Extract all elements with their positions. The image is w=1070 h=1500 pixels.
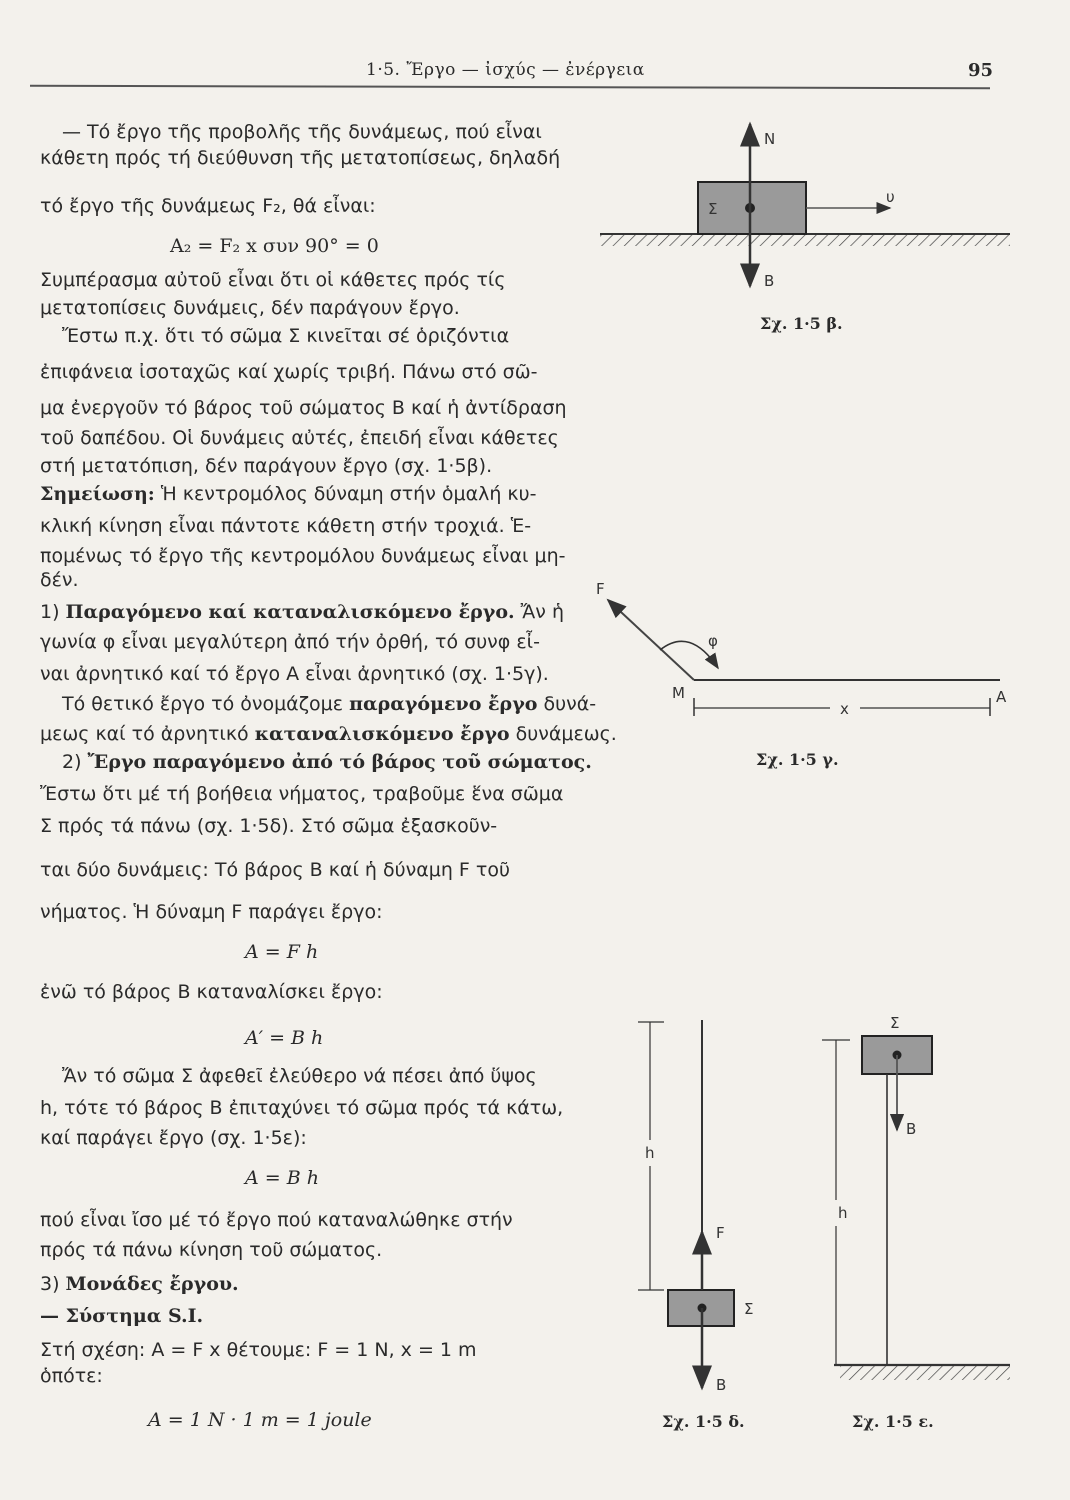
figure-1-5-beta	[590, 110, 1020, 300]
text-line: κλική κίνηση εἶναι πάντοτε κάθετη στήν τροχιά. Ἑ-	[40, 515, 532, 537]
text-line	[62, 692, 596, 716]
text-line: τό ἔργο τῆς δυνάμεως F₂, θά εἶναι:	[40, 195, 376, 217]
text-line: μετατοπίσεις δυνάμεις, δέν παράγουν ἔργο.	[40, 297, 460, 319]
text-line: ὁπότε:	[40, 1365, 103, 1387]
angle-label: φ	[708, 632, 718, 650]
text-line: νήματος. Ἡ δύναμη F παράγει ἔργο:	[40, 901, 383, 923]
text-line: ται δύο δυνάμεις: Τό βάρος B καί ἡ δύναμη F τοῦ	[40, 859, 510, 881]
note-label: Σημείωση:	[40, 483, 155, 505]
figure-1-5-gamma	[590, 568, 1020, 738]
caption-fig-e: Σχ. 1·5 ε.	[852, 1412, 934, 1431]
section-number: 2)	[62, 751, 88, 773]
height-label: h	[645, 1144, 655, 1162]
text-span: Τό θετικό ἔργο τό ὀνομάζομε	[62, 693, 350, 715]
text-span: δυνάμεως.	[509, 723, 617, 745]
section-heading	[40, 600, 564, 624]
force-label: F	[596, 580, 605, 598]
weight-label: B	[716, 1376, 727, 1394]
text-line: κάθετη πρός τή διεύθυνση τῆς μετατοπίσεως, δηλαδή	[40, 147, 561, 169]
start-label: M	[672, 684, 685, 702]
figure-1-5-delta	[620, 1000, 800, 1400]
section-heading	[40, 1272, 239, 1296]
text-line: Ἔστω π.χ. ὅτι τό σῶμα Σ κινεῖται σέ ὁριζόντια	[62, 325, 510, 347]
text-line: Σ πρός τά πάνω (σχ. 1·5δ). Στό σῶμα ἐξασκοῦν-	[40, 815, 498, 837]
text-line: ἐνῶ τό βάρος B καταναλίσκει ἔργο:	[40, 981, 383, 1003]
term-consumed-work: καταναλισκόμενο ἔργο	[254, 723, 510, 745]
section-title: Μονάδες ἔργου.	[65, 1273, 239, 1295]
normal-label: N	[764, 130, 776, 148]
text-line: μα ἐνεργοῦν τό βάρος τοῦ σώματος B καί ἡ ἀντίδραση	[40, 397, 567, 419]
header-rule	[30, 85, 990, 90]
text-line: τοῦ δαπέδου. Οἱ δυνάμεις αὐτές, ἐπειδή εἶναι κάθετες	[40, 427, 559, 449]
text-line: h, τότε τό βάρος B ἐπιταχύνει τό σῶμα πρός τά κάτω,	[40, 1097, 564, 1119]
text-line: καί παράγει ἔργο (σχ. 1·5ε):	[40, 1127, 307, 1149]
body-label: Σ	[708, 200, 718, 218]
subsection-title: — Σύστημα S.I.	[40, 1305, 204, 1327]
weight-label: B	[906, 1120, 917, 1138]
equation: A′ = B h	[245, 1027, 324, 1049]
caption-fig-g: Σχ. 1·5 γ.	[756, 750, 839, 769]
text-line: πρός τά πάνω κίνηση τοῦ σώματος.	[40, 1239, 383, 1261]
equation: A = 1 N · 1 m = 1 joule	[148, 1409, 372, 1431]
text-line: πομένως τό ἔργο τῆς κεντρομόλου δυνάμεως εἶναι μη-	[40, 545, 566, 567]
force-arrow	[608, 600, 694, 680]
body-label: Σ	[890, 1014, 900, 1032]
note-text: Ἡ κεντρομόλος δύναμη στήν ὁμαλή κυ-	[154, 483, 537, 505]
page-header	[0, 0, 1070, 100]
equation: A = B h	[245, 1167, 319, 1189]
caption-fig-b: Σχ. 1·5 β.	[760, 314, 843, 333]
text-line: δέν.	[40, 569, 79, 591]
figure-1-5-epsilon	[810, 1000, 1020, 1390]
text-line: Ἔστω ὅτι μέ τή βοήθεια νήματος, τραβοῦμε ἕνα σῶμα	[40, 783, 564, 805]
text-span: δυνά-	[537, 693, 597, 715]
ground-hatch	[600, 234, 1010, 246]
text-line: — Τό ἔργο τῆς προβολῆς τῆς δυνάμεως, πού εἶναι	[62, 121, 542, 143]
text-line: ναι ἀρνητικό καί τό ἔργο A εἶναι ἀρνητικό (σχ. 1·5γ).	[40, 663, 549, 685]
page-number: 95	[968, 60, 994, 81]
section-title: Ἔργο παραγόμενο ἀπό τό βάρος τοῦ σώματος.	[87, 751, 592, 773]
height-label: h	[838, 1204, 848, 1222]
ground-hatch	[840, 1366, 1010, 1380]
running-title: 1·5. Ἔργο — ἰσχύς — ἐνέργεια	[366, 60, 645, 80]
equation: A = F h	[245, 941, 319, 963]
term-produced-work: παραγόμενο ἔργο	[349, 693, 538, 715]
text-line	[40, 482, 536, 506]
equation: A₂ = F₂ x συν 90° = 0	[170, 235, 379, 257]
body-label: Σ	[744, 1300, 754, 1318]
text-line: ἐπιφάνεια ἰσοταχῶς καί χωρίς τριβή. Πάνω στό σῶ-	[40, 361, 538, 383]
end-label: A	[996, 688, 1007, 706]
force-label: F	[716, 1224, 725, 1242]
section-number: 3)	[40, 1273, 66, 1295]
section-heading	[62, 750, 592, 774]
text-line: Συμπέρασμα αὐτοῦ εἶναι ὅτι οἱ κάθετες πρός τίς	[40, 269, 506, 291]
text-line: στή μετατόπιση, δέν παράγουν ἔργο (σχ. 1·5β).	[40, 455, 493, 477]
text-line	[40, 722, 617, 746]
weight-label: B	[764, 272, 775, 290]
velocity-label: υ	[886, 188, 895, 206]
text-line: πού εἶναι ἴσο μέ τό ἔργο πού καταναλώθηκε στήν	[40, 1209, 513, 1231]
section-title: Παραγόμενο καί καταναλισκόμενο ἔργο.	[65, 601, 515, 623]
section-text: Ἄν ἡ	[514, 601, 564, 623]
displacement-label: x	[840, 700, 849, 718]
text-line: γωνία φ εἶναι μεγαλύτερη ἀπό τήν ὀρθή, τό συνφ εἶ-	[40, 631, 540, 653]
text-line: Ἄν τό σῶμα Σ ἀφεθεῖ ἐλεύθερο νά πέσει ἀπό ὕψος	[62, 1065, 537, 1087]
text-line: Στή σχέση: A = F x θέτουμε: F = 1 N, x = 1 m	[40, 1339, 477, 1361]
caption-fig-d: Σχ. 1·5 δ.	[662, 1412, 745, 1431]
section-number: 1)	[40, 601, 66, 623]
text-span: μεως καί τό ἀρνητικό	[40, 723, 255, 745]
